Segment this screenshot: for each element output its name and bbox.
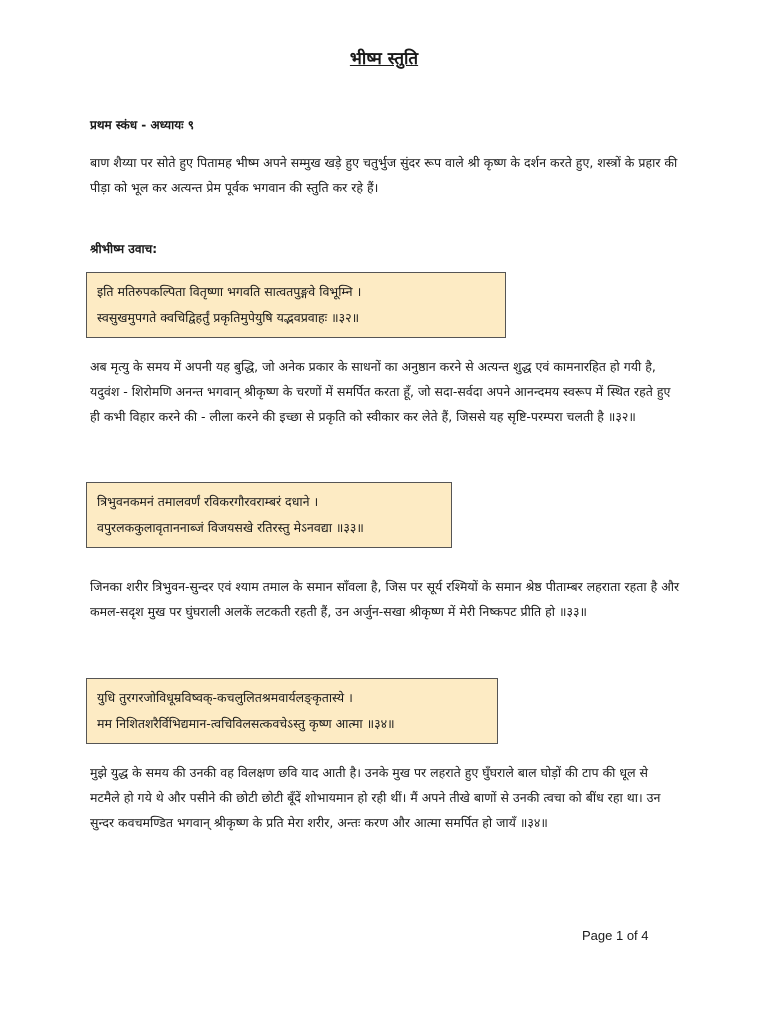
verse-box-33: [86, 482, 452, 548]
chapter-heading: प्रथम स्कंध - अध्यायः ९: [90, 118, 194, 132]
page-title: भीष्म स्तुति: [349, 49, 419, 69]
verse-line: इति मतिरुपकल्पिता वितृष्णा भगवति सात्वतपुङ्गवे विभूम्नि ।: [97, 284, 362, 299]
verse-meaning-34: मुझे युद्ध के समय की उनकी वह विलक्षण छवि याद आती है। उनके मुख पर लहराते हुए घुँघराले बाल घोड़ों की टाप की धूल से मटमैले हो गये थे और पसीने की छोटी छोटी बूँदें शोभायमान हो रही थीं। मैं अपने तीखे बाणों से उनकी त्वचा को बींध रहा था। उन सुन्दर कवचमण्डित भगवान् श्रीकृष्ण के प्रति मेरा शरीर, अन्तः करण और आत्मा समर्पित हो जायँ ॥३४॥: [90, 765, 661, 830]
verse-line: युधि तुरगरजोविधूम्रविष्वक्-कचलुलितश्रमवार्यलङ्कृतास्ये ।: [97, 690, 353, 705]
verse-meaning-32: अब मृत्यु के समय में अपनी यह बुद्धि, जो अनेक प्रकार के साधनों का अनुष्ठान करने से अत्यन्त शुद्ध एवं कामनारहित हो गयी है, यदुवंश - शिरोमणि अनन्त भगवान् श्रीकृष्ण के चरणों में समर्पित करता हूँ, जो सदा-सर्वदा अपने आनन्दमय स्वरूप में स्थित रहते हुए ही कभी विहार करने की - लीला करने की इच्छा से प्रकृति को स्वीकार कर लेते हैं, जिससे यह सृष्टि-परम्परा चलती है ॥३२॥: [90, 359, 671, 424]
verse-meaning-33: जिनका शरीर त्रिभुवन-सुन्दर एवं श्याम तमाल के समान साँवला है, जिस पर सूर्य रश्मियों के समान श्रेष्ठ पीताम्बर लहराता रहता है और कमल-सदृश मुख पर घुंघराली अलकें लटकती रहती हैं, उन अर्जुन-सखा श्रीकृष्ण में मेरी निष्कपट प्रीति हो ॥३३॥: [90, 579, 680, 619]
verse-box-32: [86, 272, 506, 338]
verse-line: वपुरलककुलावृताननाब्जं विजयसखे रतिरस्तु मेऽनवद्या ॥३३॥: [97, 520, 364, 535]
verse-line: मम निशितशरैर्विभिद्यमान-त्वचिविलसत्कवचेऽस्तु कृष्ण आत्मा ॥३४॥: [97, 716, 395, 731]
page-number: Page 1 of 4: [582, 928, 649, 943]
verse-line: त्रिभुवनकमनं तमालवर्णं रविकरगौरवराम्बरं दधाने ।: [97, 494, 319, 509]
verse-line: स्वसुखमुपगते क्वचिद्विहर्तुं प्रकृतिमुपेयुषि यद्भवप्रवाहः ॥३२॥: [97, 310, 360, 325]
verse-box-34: [86, 678, 498, 744]
speaker-heading: श्रीभीष्म उवाच:: [90, 242, 158, 256]
intro-paragraph: बाण शैय्या पर सोते हुए पितामह भीष्म अपने सम्मुख खड़े हुए चतुर्भुज सुंदर रूप वाले श्री कृष्ण के दर्शन करते हुए, शस्त्रों के प्रहार की पीड़ा को भूल कर अत्यन्त प्रेम पूर्वक भगवान की स्तुति कर रहे हैं।: [90, 155, 678, 195]
